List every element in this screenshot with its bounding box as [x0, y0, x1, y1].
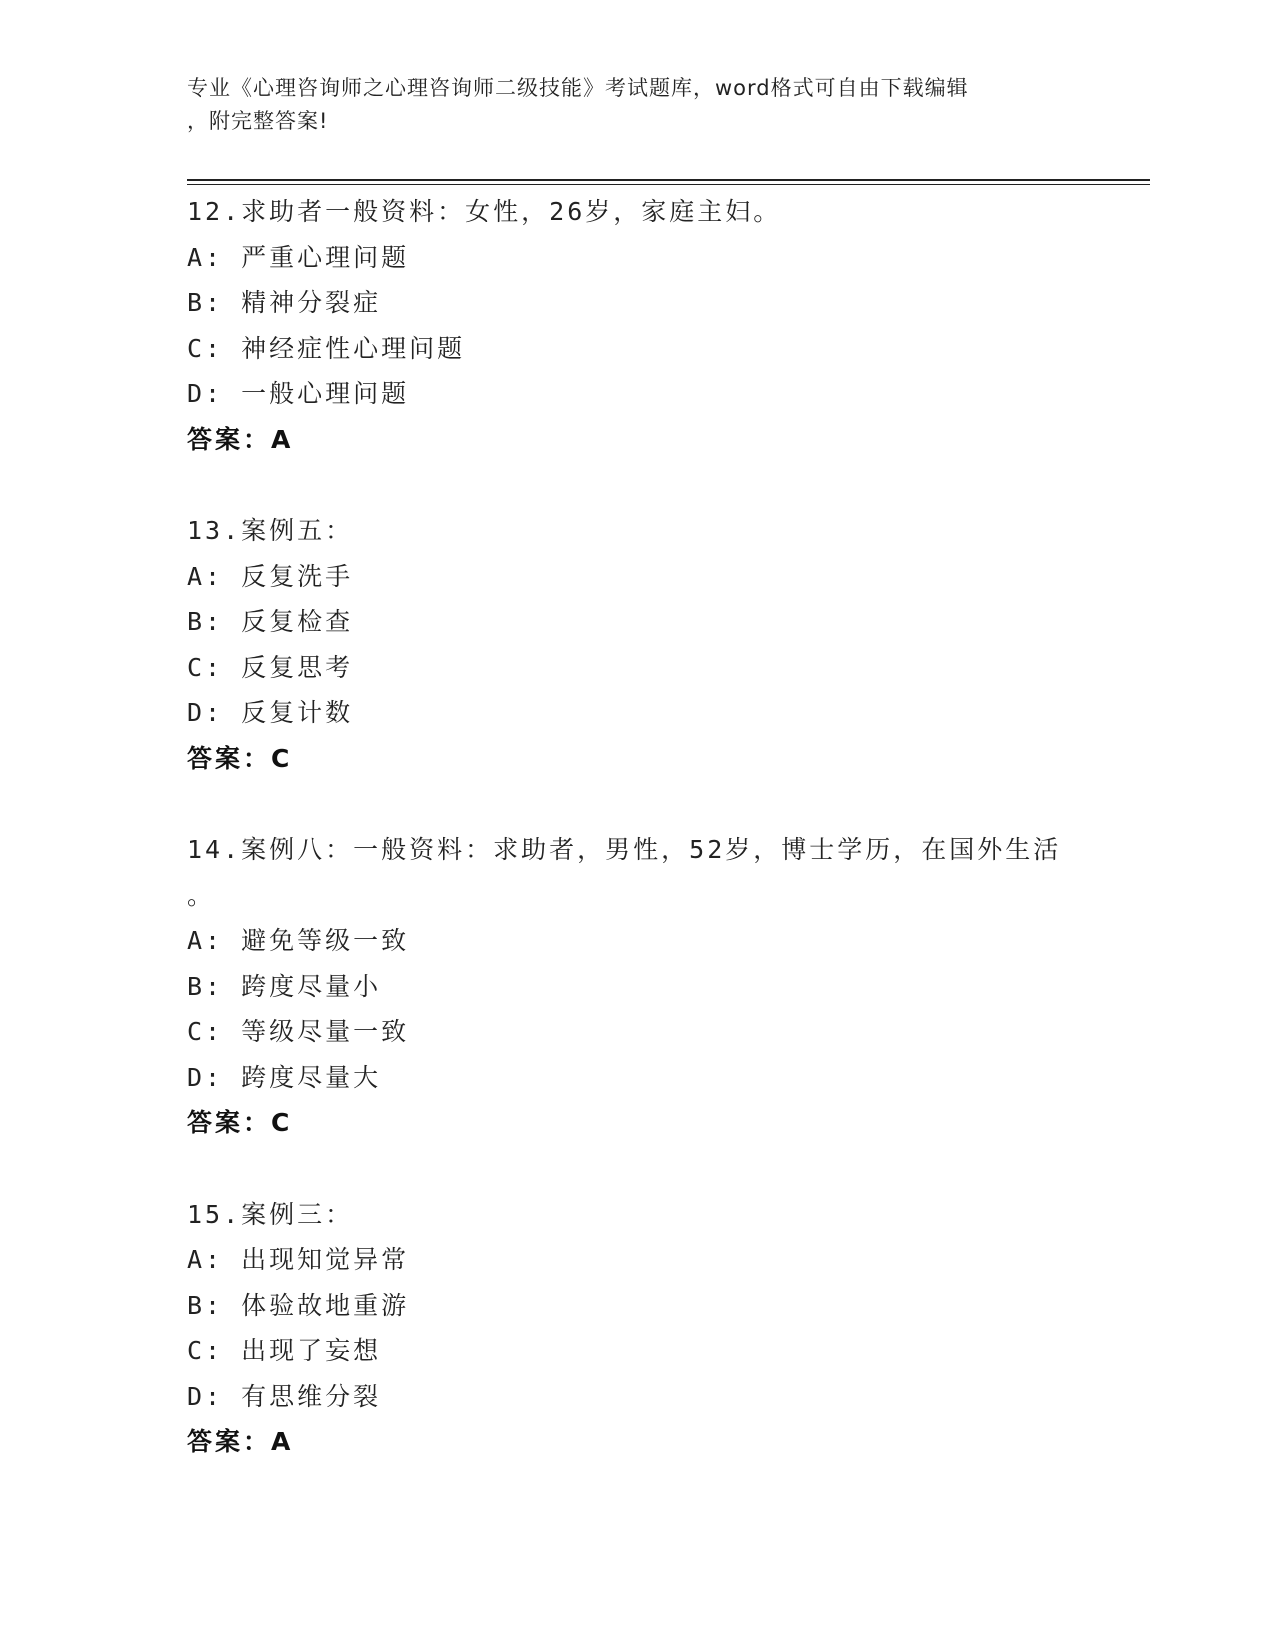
- document-header: [187, 72, 1067, 138]
- question-stem: 12.求助者一般资料：女性，26岁，家庭主妇。: [187, 197, 782, 226]
- question-12: [187, 189, 1087, 462]
- answer-label: 答案：C: [187, 1108, 293, 1137]
- answer-label: 答案：A: [187, 424, 294, 454]
- option-d: D: 有思维分裂: [187, 1381, 382, 1411]
- answer-label: 答案：A: [187, 1427, 294, 1456]
- option-d: D: 一般心理问题: [187, 379, 410, 408]
- option-a: A: 严重心理问题: [187, 242, 410, 272]
- option-b: B: 体验故地重游: [187, 1290, 410, 1320]
- option-d: D: 反复计数: [187, 698, 354, 727]
- question-stem: 15.案例三：: [187, 1199, 354, 1229]
- option-c: C: 神经症性心理问题: [187, 333, 466, 363]
- answer-label: 答案：C: [187, 743, 293, 773]
- option-b: B: 跨度尽量小: [187, 971, 382, 1001]
- question-13: [187, 508, 1087, 781]
- option-b: B: 反复检查: [187, 607, 354, 636]
- option-d: D: 跨度尽量大: [187, 1062, 382, 1092]
- option-b: B: 精神分裂症: [187, 288, 382, 317]
- question-stem: 13.案例五：: [187, 516, 354, 545]
- header-line-1: 专业《心理咨询师之心理咨询师二级技能》考试题库，word格式可自由下载编辑: [187, 76, 969, 100]
- question-15: [187, 1192, 1087, 1465]
- option-c: C: 反复思考: [187, 652, 354, 682]
- option-a: A: 反复洗手: [187, 561, 354, 591]
- option-c: C: 等级尽量一致: [187, 1017, 410, 1046]
- header-divider-thick: [187, 179, 1150, 181]
- option-a: A: 避免等级一致: [187, 926, 410, 955]
- question-stem-continuation: 。: [187, 880, 216, 910]
- option-a: A: 出现知觉异常: [187, 1245, 410, 1274]
- header-line-2: ，附完整答案!: [187, 109, 329, 133]
- option-c: C: 出现了妄想: [187, 1336, 382, 1365]
- question-14: [187, 827, 1087, 1146]
- header-divider-thin: [187, 184, 1150, 185]
- question-stem: 14.案例八：一般资料：求助者，男性，52岁，博士学历，在国外生活: [187, 835, 1062, 864]
- question-list: [187, 189, 1087, 1511]
